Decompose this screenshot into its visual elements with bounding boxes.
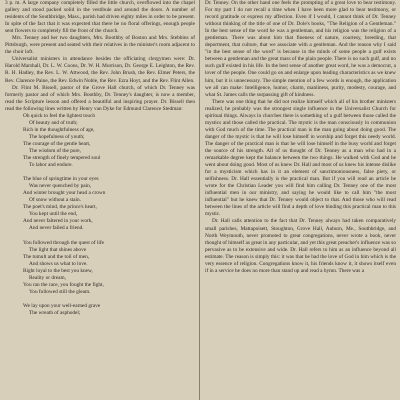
poem-line: The light that shines above [29,246,87,253]
poem-line: Of beauty and of truth; [29,119,78,126]
poem-stanza [23,303,195,317]
poem-line: Of snow without a stain. [29,197,81,204]
article-paragraph: Dr. Flint M. Bissell, pastor of the Grove Hall church, of which Dr. Tenney was formerly pastor and of which Mrs. Boothby, Dr. Tenney's daughter, is now a member, read the Scripture lesson and offered a beautiful and inspiring prayer. Dr. Bissell then read the following lines written by Henry van Dyke for Edmund Clarence Stedman: [5,84,195,112]
poem-line: You ran the race, you fought the fight, [23,281,104,288]
poem-line: You kept until the end, [29,211,78,218]
poem-line: Rich in the thoughtfulness of age, [23,126,95,133]
poem-line: The blue of springtime in your eyes [23,176,99,183]
right-column [205,0,396,400]
article-paragraph: There was one thing that he did not realize himself which all of his brother ministers realized, he probably was the strongest single influence in the Universalist Church for spiritual things. Always in churches there is something of a gulf between those called the mystics and those called the practical. The mystic is the man consciously in communion with God much of the time. The practical man is the man going about doing good. The danger of the mystic is that he will lose himself in worship and forget this needy world. The danger of the practical man is that he will lose himself in the busy world and forget the source of his strength. All of us thought of Dr. Tenney as a man who had in a remarkable degree kept the balance between the two things. He walked with God and he went about doing good. Most of us knew Dr. Hall and most of us knew his intense dislike for a mysticism which has in it an element of sanctimoniousness, false piety, or selfishness. Dr. Hall essentially is the practical man. But if you will read an article he wrote for the Christian Leader you will find him calling Dr. Tenney one of the most influential men in our ministry, and saying he would like to call him "the most influential" but he knew that Dr. Tenney would object to that. And those who will read between the lines of the article will find a depth of love binding this practical man to this mystic. [205,98,396,218]
article-paragraph: Universalist ministers in attendance besides the officiating clergymen were: Dr. Harold Marshall, Dr. L. W. Coons, Dr. W. H. Morrison, Dr. George E. Leighton, the Rev. R. H. Hadley, the Rev. L. W. Attwood, the Rev. John Brush, the Rev. Elmer Peters, the Rev. Clarence Paine, the Rev. Edwin Noble, the Rev. Ezra Hoyt, and the Rev. Flint Allen. [5,56,195,84]
poem-line: And never faltered in your work, [23,218,93,225]
poem-line: The wisdom of the pure, [29,147,81,154]
poem-line: We lay upon your well-earned grave [23,302,101,309]
article-paragraph: 3 p. m. A large company completely filled the little church, overflowed into the chapel gallery and stood packed solid in the vestibule and around the doors. A number of residents of the Southbridge, Mass., parish had driven eighty miles in order to be present. In spite of the fact that it was expected that there be no floral offerings, enough people sent flowers to completely fill the front of the church. [5,0,195,35]
poem-stanza [23,176,195,232]
poem-line: To labor and endure. [29,162,73,169]
poem-line: You followed still the gleam. [29,288,91,295]
poem-line: And winter brought your head a crown [23,190,106,197]
poem-line: You followed through the quest of life [23,239,104,246]
poem-line: Right loyal to the best you knew, [23,267,93,274]
article-paragraph: Mrs. Tenney and her two daughters, Mrs. Boothby of Boston and Mrs. Stebbins of Pittsburgh, were present and seated with their relatives in the minister's room adjacent to the choir loft. [5,35,195,56]
poem-line: Reality or dream, [29,274,66,281]
article-paragraph: Dr. Hall calls attention to the fact that Dr. Tenney always had taken comparatively small parishes, Mattapoisett, Stoughton, Grove Hall, Auburn, Me., Southbridge, and North Weymouth, never promoted to great congregations, never wrote a book, never thought of himself as great in any particular, and yet this great preacher's influence was so pervasive as to be extensive and wide. Dr. Hall refers to him as an influence beyond all estimate. The reason is simply this: it was that he had the love of God in him which is the very essence of religion. Congregations know it, his friends know it, it shows itself even if in a service he does no more than stand up and read a hymn. There was a [205,218,396,274]
poem-line: The wreath of asphodel; [29,309,81,316]
poem-line: The hopefulness of youth; [29,133,85,140]
left-column [5,0,195,400]
poem-line: The courage of the gentle heart, [23,140,91,147]
poem-line: Oh quick to feel the lightest touch [23,112,96,119]
poem-line: The poet's mind, the prince's heart, [23,204,97,211]
column-rule [199,0,200,400]
article-paragraph: Dr. Tenney. On the other hand one feels the prompting of a great love to bear testimony. For my part I do not recall a time when I have been more glad to bear testimony, or record gratitude or express my affection. Even if I would, I cannot think of Dr. Tenney without thinking of the title of one of Dr. Dole's books, "The Religion of a Gentleman." In the best sense of the word he was a gentleman, and his religion was the religion of a gentleman. There was about him that fineness of nature, courtesy, breeding, that deportment, that culture, that we associate with a gentleman. And the reason why I said "in the best sense of the word" is because in the minds of some people a gulf exists between a gentleman and the great mass of the plain people. There is no such gulf, and no such gulf existed in his life. In the best sense of another great word, he was a democrat, a lover of the people. One could go on and enlarge upon leading characteristics as we knew him, but it is unnecessary. The simple mention of a few words is enough, the application we all can make: Intelligence, humor, charm, manliness, purity, modesty, courage, and what St. James calls the surpassing gift of kindness. [205,0,396,98]
poem-stanza [23,240,195,296]
poem-line: The strength of finely tempered soul [23,155,101,162]
poem-line: Was never quenched by pain, [29,183,92,190]
poem [23,113,195,317]
poem-line: And never failed a friend. [29,225,84,232]
poem-line: The tumult and the toil of men, [23,253,90,260]
poem-stanza [23,113,195,169]
poem-line: And shows us what to love. [29,260,88,267]
